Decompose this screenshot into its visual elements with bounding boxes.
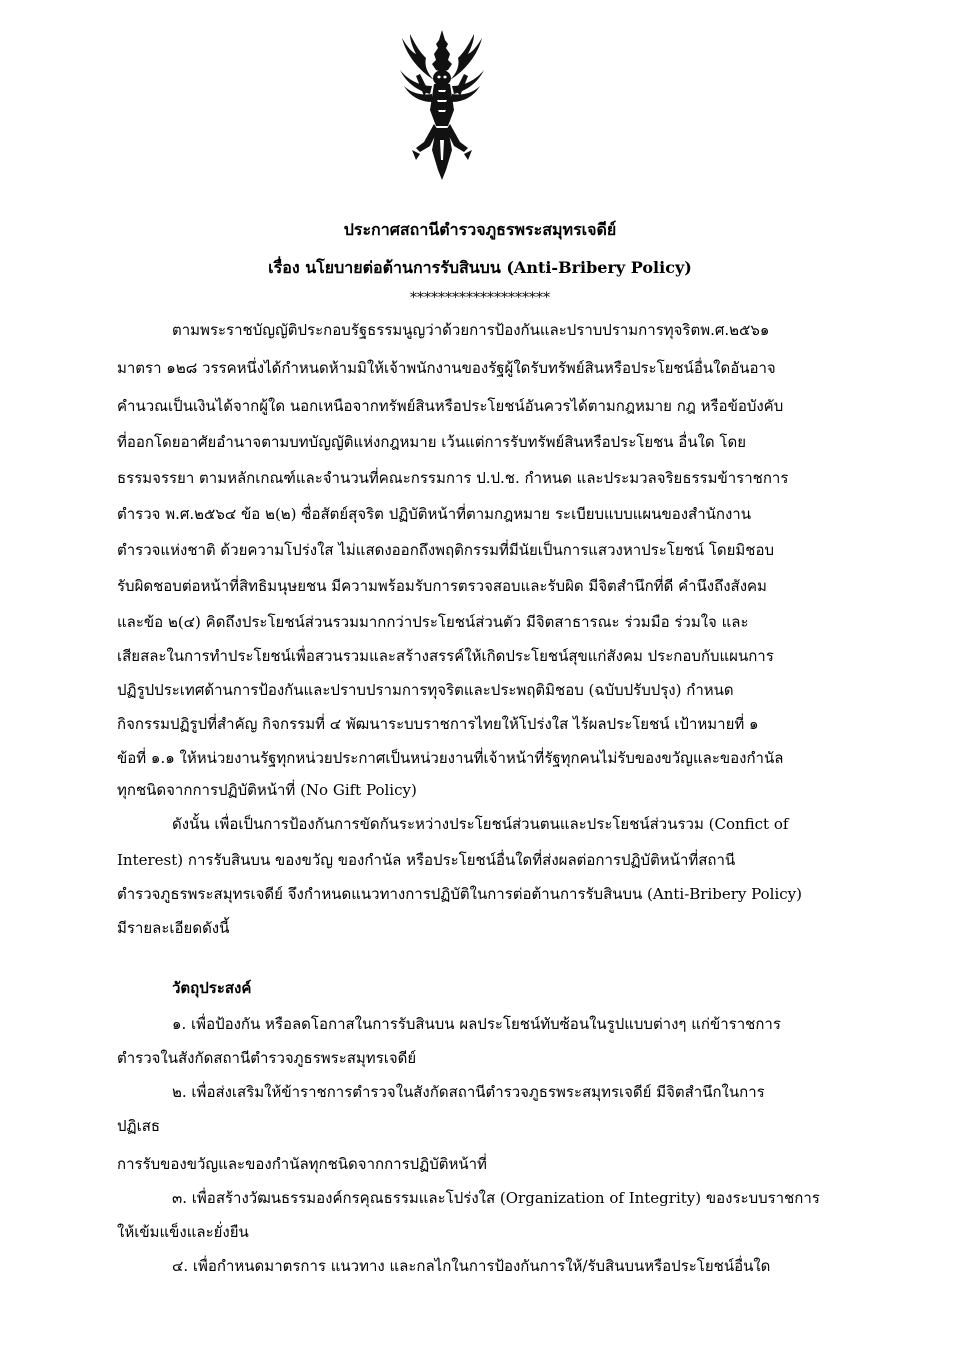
- garuda-emblem-icon: [398, 30, 486, 180]
- paragraph-line: ดังนั้น เพื่อเป็นการป้องกันการขัดกันระหว่างประโยชน์ส่วนตนและประโยชน์ส่วนรวม (Confict of: [172, 815, 789, 833]
- paragraph-line: กิจกรรมปฏิรูปที่สำคัญ กิจกรรมที่ ๔ พัฒนาระบบราชการไทยให้โปร่งใส ไร้ผลประโยชน์ เป้าหมายที่ ๑: [117, 715, 759, 733]
- paragraph-line: ธรรมจรรยา ตามหลักเกณฑ์และจำนวนที่คณะกรรมการ ป.ป.ช. กำหนด และประมวลจริยธรรมข้าราชการ: [117, 469, 789, 487]
- paragraph-line: ข้อที่ ๑.๑ ให้หน่วยงานรัฐทุกหน่วยประกาศเป็นหน่วยงานที่เจ้าหน้าที่รัฐทุกคนไม่รับของขวัญและของกำนัล: [117, 749, 784, 767]
- objective-line: ๔. เพื่อกำหนดมาตรการ แนวทาง และกลไกในการป้องกันการให้/รับสินบนหรือประโยชน์อื่นใด: [172, 1257, 771, 1275]
- objective-line: ปฏิเสธ: [117, 1117, 161, 1135]
- objective-line: ตำรวจในสังกัดสถานีตำรวจภูธรพระสมุทรเจดีย์: [117, 1049, 417, 1067]
- document-subject: เรื่อง นโยบายต่อต้านการรับสินบน (Anti-Bribery Policy): [268, 258, 692, 277]
- objectives-heading: วัตถุประสงค์: [172, 979, 252, 997]
- objective-line: ๓. เพื่อสร้างวัฒนธรรมองค์กรคุณธรรมและโปร่งใส (Organization of Integrity) ของระบบราชการ: [172, 1189, 820, 1207]
- paragraph-line: ปฏิรูปประเทศด้านการป้องกันและปราบปรามการทุจริตและประพฤติมิชอบ (ฉบับปรับปรุง) กำหนด: [117, 681, 734, 699]
- paragraph-line: ทุกชนิดจากการปฏิบัติหน้าที่ (No Gift Policy): [117, 781, 417, 799]
- objective-line: ๒. เพื่อส่งเสริมให้ข้าราชการตำรวจในสังกัดสถานีตำรวจภูธรพระสมุทรเจดีย์ มีจิตสำนึกในการ: [172, 1083, 765, 1101]
- paragraph-line: ตามพระราชบัญญัติประกอบรัฐธรรมนูญว่าด้วยการป้องกันและปราบปรามการทุจริตพ.ศ.๒๕๖๑: [172, 321, 770, 339]
- paragraph-line: ตำรวจ พ.ศ.๒๕๖๔ ข้อ ๒(๒) ซื่อสัตย์สุจริต ปฏิบัติหน้าที่ตามกฎหมาย ระเบียบแบบแผนของสำนักงาน: [117, 505, 751, 523]
- paragraph-line: รับผิดชอบต่อหน้าที่สิทธิมนุษยชน มีความพร้อมรับการตรวจสอบและรับผิด มีจิตสำนึกที่ดี คำนึงถึงสังคม: [117, 577, 767, 595]
- paragraph-line: และข้อ ๒(๔) คิดถึงประโยชน์ส่วนรวมมากกว่าประโยชน์ส่วนตัว มีจิตสาธารณะ ร่วมมือ ร่วมใจ และ: [117, 613, 749, 631]
- paragraph-line: ที่ออกโดยอาศัยอำนาจตามบทบัญญัติแห่งกฎหมาย เว้นแต่การรับทรัพย์สินหรือประโยชน อื่นใด โดย: [117, 433, 746, 451]
- objective-line: ๑. เพื่อป้องกัน หรือลดโอกาสในการรับสินบน ผลประโยชน์ทับซ้อนในรูปแบบต่างๆ แก่ข้าราชการ: [172, 1015, 781, 1033]
- paragraph-line: คำนวณเป็นเงินได้จากผู้ใด นอกเหนือจากทรัพย์สินหรือประโยชน์อันควรได้ตามกฎหมาย กฎ หรือข้อบังคับ: [117, 397, 784, 415]
- paragraph-line: Interest) การรับสินบน ของขวัญ ของกำนัล หรือประโยชน์อื่นใดที่ส่งผลต่อการปฏิบัติหน้าที่สถานี: [117, 851, 736, 869]
- objective-line: การรับของขวัญและของกำนัลทุกชนิดจากการปฏิบัติหน้าที่: [117, 1155, 487, 1173]
- paragraph-line: เสียสละในการทำประโยชน์เพื่อสวนรวมและสร้างสรรค์ให้เกิดประโยชน์สุขแก่สังคม ประกอบกับแผนการ: [117, 647, 774, 665]
- paragraph-line: มาตรา ๑๒๘ วรรคหนึ่งได้กำหนดห้ามมิให้เจ้าพนักงานของรัฐผู้ใดรับทรัพย์สินหรือประโยชน์อื่นใดอันอาจ: [117, 359, 776, 377]
- separator: ********************: [410, 290, 550, 306]
- paragraph-line: มีรายละเอียดดังนี้: [117, 919, 230, 937]
- paragraph-line: ตำรวจแห่งชาติ ด้วยความโปร่งใส ไม่แสดงออกถึงพฤติกรรมที่มีนัยเป็นการแสวงหาประโยชน์ โดยมิชอบ: [117, 541, 775, 559]
- paragraph-line: ตำรวจภูธรพระสมุทรเจดีย์ จึงกำหนดแนวทางการปฏิบัติในการต่อต้านการรับสินบน (Anti-Bribery Policy): [117, 885, 802, 903]
- objective-line: ให้เข้มแข็งและยั่งยืน: [117, 1223, 249, 1241]
- document-title: ประกาศสถานีตำรวจภูธรพระสมุทรเจดีย์: [343, 220, 617, 239]
